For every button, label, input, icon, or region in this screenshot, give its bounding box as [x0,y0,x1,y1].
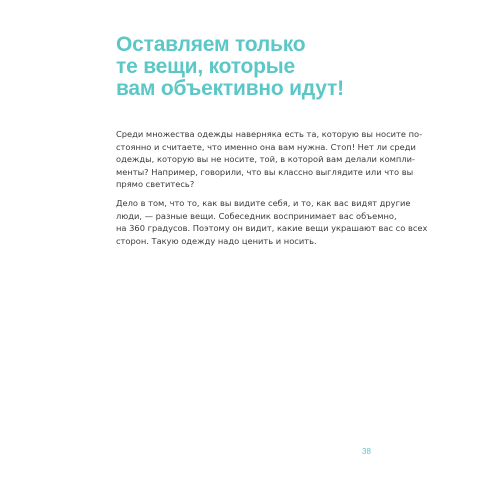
paragraph [116,197,428,247]
heading-line: Оставляем только [116,33,306,56]
heading-line: вам объективно идут! [116,77,344,100]
text-line: стоянно и считаете, что именно она вам нужна. Стоп! Нет ли среди [116,141,416,152]
page-number: 38 [362,447,371,456]
paragraph [116,128,423,191]
text-line: сторон. Такую одежду надо ценить и носить. [116,235,317,246]
text-line: на 360 градусов. Поэтому он видит, какие вещи украшают вас со всех [116,223,428,234]
body-text [116,128,428,253]
heading-line: те вещи, которые [116,55,296,78]
text-line: одежды, которую вы не носите, той, в которой вам делали компли- [116,154,416,165]
text-line: прямо светитесь? [116,179,195,190]
page-heading [116,34,376,100]
text-line: Среди множества одежды наверняка есть та, которую вы носите по- [116,129,423,139]
text-line: менты? Например, говорили, что вы классно выглядите или что вы [116,166,414,177]
text-line: Дело в том, что то, как вы видите себя, и то, как вас видят другие [116,197,411,208]
text-line: люди, — разные вещи. Собеседник воспринимает вас объемно, [116,210,397,221]
